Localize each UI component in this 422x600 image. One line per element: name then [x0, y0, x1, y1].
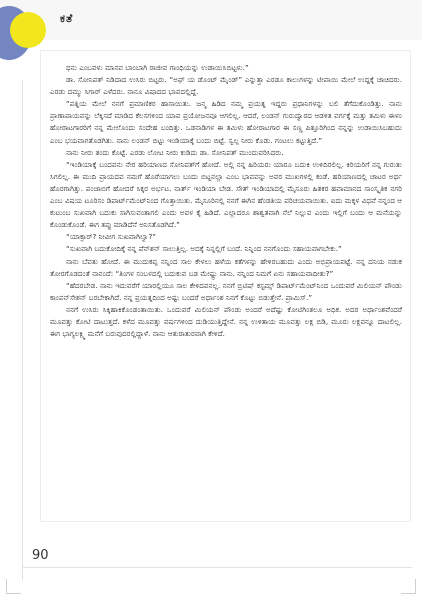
paragraph: ಡಾ. ಸೋನಿಪತ್ ನಿಡಿದಾದ ಉಸಿರು ಬಿಟ್ಟರು. “ಅಫ್ ಯ ಡೊಂಟ್ ಮೈಂಡ್” ಎನ್ನುತ್ತಾ ಎರಡೂ ಕಾಲುಗಳನ್ನು ಟೀಪಾಯಿ ಮೇಲೆ ಉದ್ದಕ್ಕೆ ಚಾಚಿದರು. ಎರಡು ದಮ್ಮು ಸಿಗಾರ್ ಎಳೆದರು. ನಾನೂ ವಿಷಾದದ ಭಾವದಲ್ಲಿದ್ದೆ.	[50, 75, 402, 97]
paragraph: ನಾನು ಬೆವತು ಹೋದೆ. ಈ ಮುದುಕಪ್ಪ ನನ್ನಿಂದ ಸಾಲ ಕೇಳಲು ಹಳೆಯ ಕತೆಗಳನ್ನು ಹೇಳಿರಬಹುದು ಎಂದು ಅಭಿಪ್ರಾಯಪಟ್ಟೆ. ನನ್ನ ದನಿಯ ನಡುಕ ತೋರಗೊಡದಂತೆ ನಾನಂದೆ: “ತಿಂಗಳ ಸಂಬಳದಲ್ಲಿ ಬದುಕುವ ಬಡ ಮೇಷ್ಟ್ರು ನಾನು. ನನ್ನಿಂದ ನಿಮಗೆ ಏನು ಸಹಾಯವಾದೀತು?”	[50, 256, 402, 278]
footer-rule	[22, 567, 412, 568]
paragraph: ಧನು ಎಂಬವಳು ಮಾನವ ಬಾಂಬಾಗಿ ರಾಜೀವ ಗಾಂಧಿಯನ್ನು ಉಡಾಯಿಸಿಬಿಟ್ಟಳು.”	[66, 63, 249, 72]
paragraph: “ಇಂಡಿಯಾಕ್ಕೆ ಬಂದವನು ನೇರ ಹರಿಯಾಣದ ಸೋನಿಪತ್‌ಗೆ ಹೋದೆ. ಅಲ್ಲಿ ನನ್ನ ಹಿರಿಯರು ಯಾರೂ ಬದುಕಿ ಉಳಿದಿರಲಿಲ್ಲ. ಕಿರಿಯರಿಗೆ ನನ್ನ ಗುರುತು ಸಿಗಲಿಲ್ಲ. ಈ ಮುದಿ ಪ್ರಾಯದವ ನಮಗೆ ಹೊರೆಯಾಗಲು ಬಂದು ಬಿಟ್ಟನಲ್ಲಾ ಎಂಬ ಭಾವವನ್ನು ಅವರ ಮುಖಗಳಲ್ಲಿ ಕಂಡೆ. ಹರಿಯಾಣದಲ್ಲಿ ಚಾಟರ ಅರ್ಥ ಹೊರಗಾಗಿತ್ತು. ಪಂಜಾಬಿಗೆ ಹೋದರೆ ಸಿಕ್ಕರ ಅರ್ಭಟ. ನಾರ್ತ್ ಇಂಡಿಯಾ ಬೇಡ. ಸೌತ್ ಇಂಡಿಯಾದಲ್ಲಿ ಮೈಸೂರು ಹಿತಕರ ಹವಾಮಾನದ ಸಾಂಸ್ಕೃತಿಕ ನಗರಿ ಎಂಬ ವಿಷಯ ಟೂರಿಸಂ ಡಿಪಾರ್ಟ್‌ಮೆಂಟ್‌ನಿಂದ ಗೊತ್ತಾಯಿತು. ಮೈಸೂರಿನಲ್ಲಿ ನನಗೆ ಈಗಿನ ಹೆಂಡತಿಯ ಪರಿಚಯವಾಯಿತು. ಐದು ಮಕ್ಕಳ ವಿಧವೆ ನನ್ನಂದ ಆ ಕುಟುಂಬ ಸುಖವಾಗಿ ಬದುಕು ಸಾಗಿಸುವಂತಾಗಲಿ ಎಂದು ಅವಳ ಕೈ ಹಿಡಿದೆ. ಎಲ್ಲಾದರೂ ಶಾಶ್ವತವಾಗಿ ನೆಲೆ ನಿಲ್ಲುವ ಎಂದು ಇಲ್ಲಿಗೆ ಬಂದು ಆ ಮನೆಯನ್ನು ಕೊಂಡುಕೊಂಡೆ. ಈಗ ತಪ್ಪು ಮಾಡಿದೆನೆ ಅನಿಸತೊಡಗಿದೆ.”	[50, 159, 402, 230]
section-title: ಕತೆ	[60, 12, 74, 25]
page-header	[0, 0, 422, 40]
margin-rule	[22, 80, 23, 580]
paragraph: ನಾನು ನೀರು ತಂದು ಕೊಟ್ಟೆ. ಎರಡು ಲೋಟ ನೀರು ಕುಡಿದು ಡಾ. ಸೋನಿಪತ್ ಮುಂದುವರಿಸಿದರು.	[66, 147, 284, 157]
page-number: 90	[32, 548, 49, 563]
paragraph: “ಹೆದರಬೇಡ. ನಾನು ಇದುವರೆಗೆ ಯಾರಲ್ಲಿಯೂ ಸಾಲ ಕೇಳಿದವನಲ್ಲ. ನನಗೆ ಬ್ರಿಟಿಷ್ ಕಸ್ಟಮ್ಸ್ ಡಿಪಾರ್ಟ್‌ಮೆಂಟ್‌ನಿಂದ ಒಂದುವರೆ ಮಿಲಿಯನ್ ಪೌಂಡು ಕಾಂಪನ್‌ಸೇಶನ್ ಬರಬೇಕಾಗಿದೆ. ನನ್ನ ಪ್ರಯತ್ನದಿಂದ ಅಷ್ಟು ಬಂದರೆ ಅರ್ಧಾಂಶ ನಿನಗೆ ಕೊಟ್ಟು ಬಿಡುತ್ತೇನೆ. ಪ್ರಾಮಿಸ್.”	[50, 280, 402, 302]
story-body	[50, 62, 402, 514]
crop-mark	[401, 579, 416, 594]
paragraph: “ಯಾಕ್ಸಾರ್? ನೀವೀಗ ಸುಖವಾಗಿಲ್ವಾ?”	[66, 232, 157, 242]
paragraph: ನನಗೆ ಉಸಿರು ಸಿಕ್ಕಿಹಾಕಿಕೊಂಡಂತಾಯಿತು. ಒಂದುವರೆ ಮಿಲಿಯನ್ ಪೌಂಡು ಅಂದರೆ ಅದೆಷ್ಟು ಕೋಟಿಗಿಂತಲೂ ಅಧಿಕ. ಅದರ ಅರ್ಧಾಂಶವೆಂದರೆ ಮೂವತ್ತು ಕೋಟಿ ದಾಟುತ್ತದೆ. ಕಳೆದ ಮೂವತ್ತು ವರ್ಷಗಳಿಂದ ದುಡಿಯುತ್ತಿದ್ದೇನೆ. ನನ್ನ ಉಳಿತಾಯ ಮೂವತ್ತು ಲಕ್ಷ ಬಿಡಿ, ಮೂರು ಲಕ್ಷವನ್ನೂ ದಾಟಲಿಲ್ಲ. ಈಗ ಭಾಗ್ಯಲಕ್ಷ್ಮಿ ಮನೆಗೆ ಬರುವುದರಲ್ಲಿದ್ದಾಳೆ. ನಾನು ಆತುರಾತುರವಾಗಿ ಕೇಳಿದೆ.	[50, 304, 402, 339]
sun-decoration-icon	[10, 12, 46, 48]
paragraph: “ಸುಖವಾಗಿ ಬದುಕೋದಿಕ್ಕೆ ನನ್ನ ಪೆನ್‌ಶನ್ ಸಾಲುತ್ತಿಲ್ಲ. ಅದಕ್ಕೆ ನಿನ್ನಲ್ಲಿಗೆ ಬಂದೆ. ನಿನ್ನಿಂದ ನನಗೊಂದು ಸಹಾಯವಾಗಬೇಕು.”	[66, 244, 342, 254]
crop-mark	[6, 579, 21, 594]
paragraph: “ಪತ್ನಿಯ ಮೇಲೆ ನನಗೆ ಪ್ರಮಾಣಿಕರ ಹಾಸಾಯಿತು. ಜನ್ಮ ಹಿಡಿದ ನಮ್ಮ ಪ್ರಯತ್ನ ಇದ್ದರು ಪ್ರಧಾನಿಗಳನ್ನು ಬಲಿ ತೆಗೆದುಕೊಂಡಿತ್ತು. ನಾನು ಪ್ರಾಣಾಪಾಯವನ್ನು ಲೆಕ್ಕಿಸದೆ ಮಾಡಿದ ಕೆಲಸಗಳಿಂದ ಯಾವ ಪ್ರಯೋಜನವೂ ಆಗಲಿಲ್ಲ. ಆದರೆ, ಲಂಡನ್ ಗುರುದ್ವಾರದ ಆಡಳಿತ ವರ್ಗಕ್ಕೆ ಮತ್ತು ತಮಿಳು ಈಳಂ ಹೋರಾಟಗಾರರಿಗೆ ನನ್ನ ಮೇಲೊಂದು ಸಂದೇಹ ಬಂದಿತ್ತು. ಒಡನಾಡಿಗಳ ಈ ತಮಿಳು ಹೋರಾಟಗಾರ ಈ ಸಣ್ಣ ಪಿತ್ತೂರಿಗಿಂದ ನನ್ನನ್ನು ಉಡಾಯಿಸಿಬಹುದು ಎಂಬ ಭಯವಾಗತೊಡಗಿತು. ನಾನು ಲಂಡನ್ ಬಿಟ್ಟು ಇಂಡಿಯಾಕ್ಕೆ ಬಂದು ಬಿಟ್ಟೆ. ಸ್ವಲ್ಪ ನೀರು ಕೊಡು. ಗಂಟಲು ಕಟ್ಟುತ್ತಿದೆ.”	[50, 99, 402, 145]
